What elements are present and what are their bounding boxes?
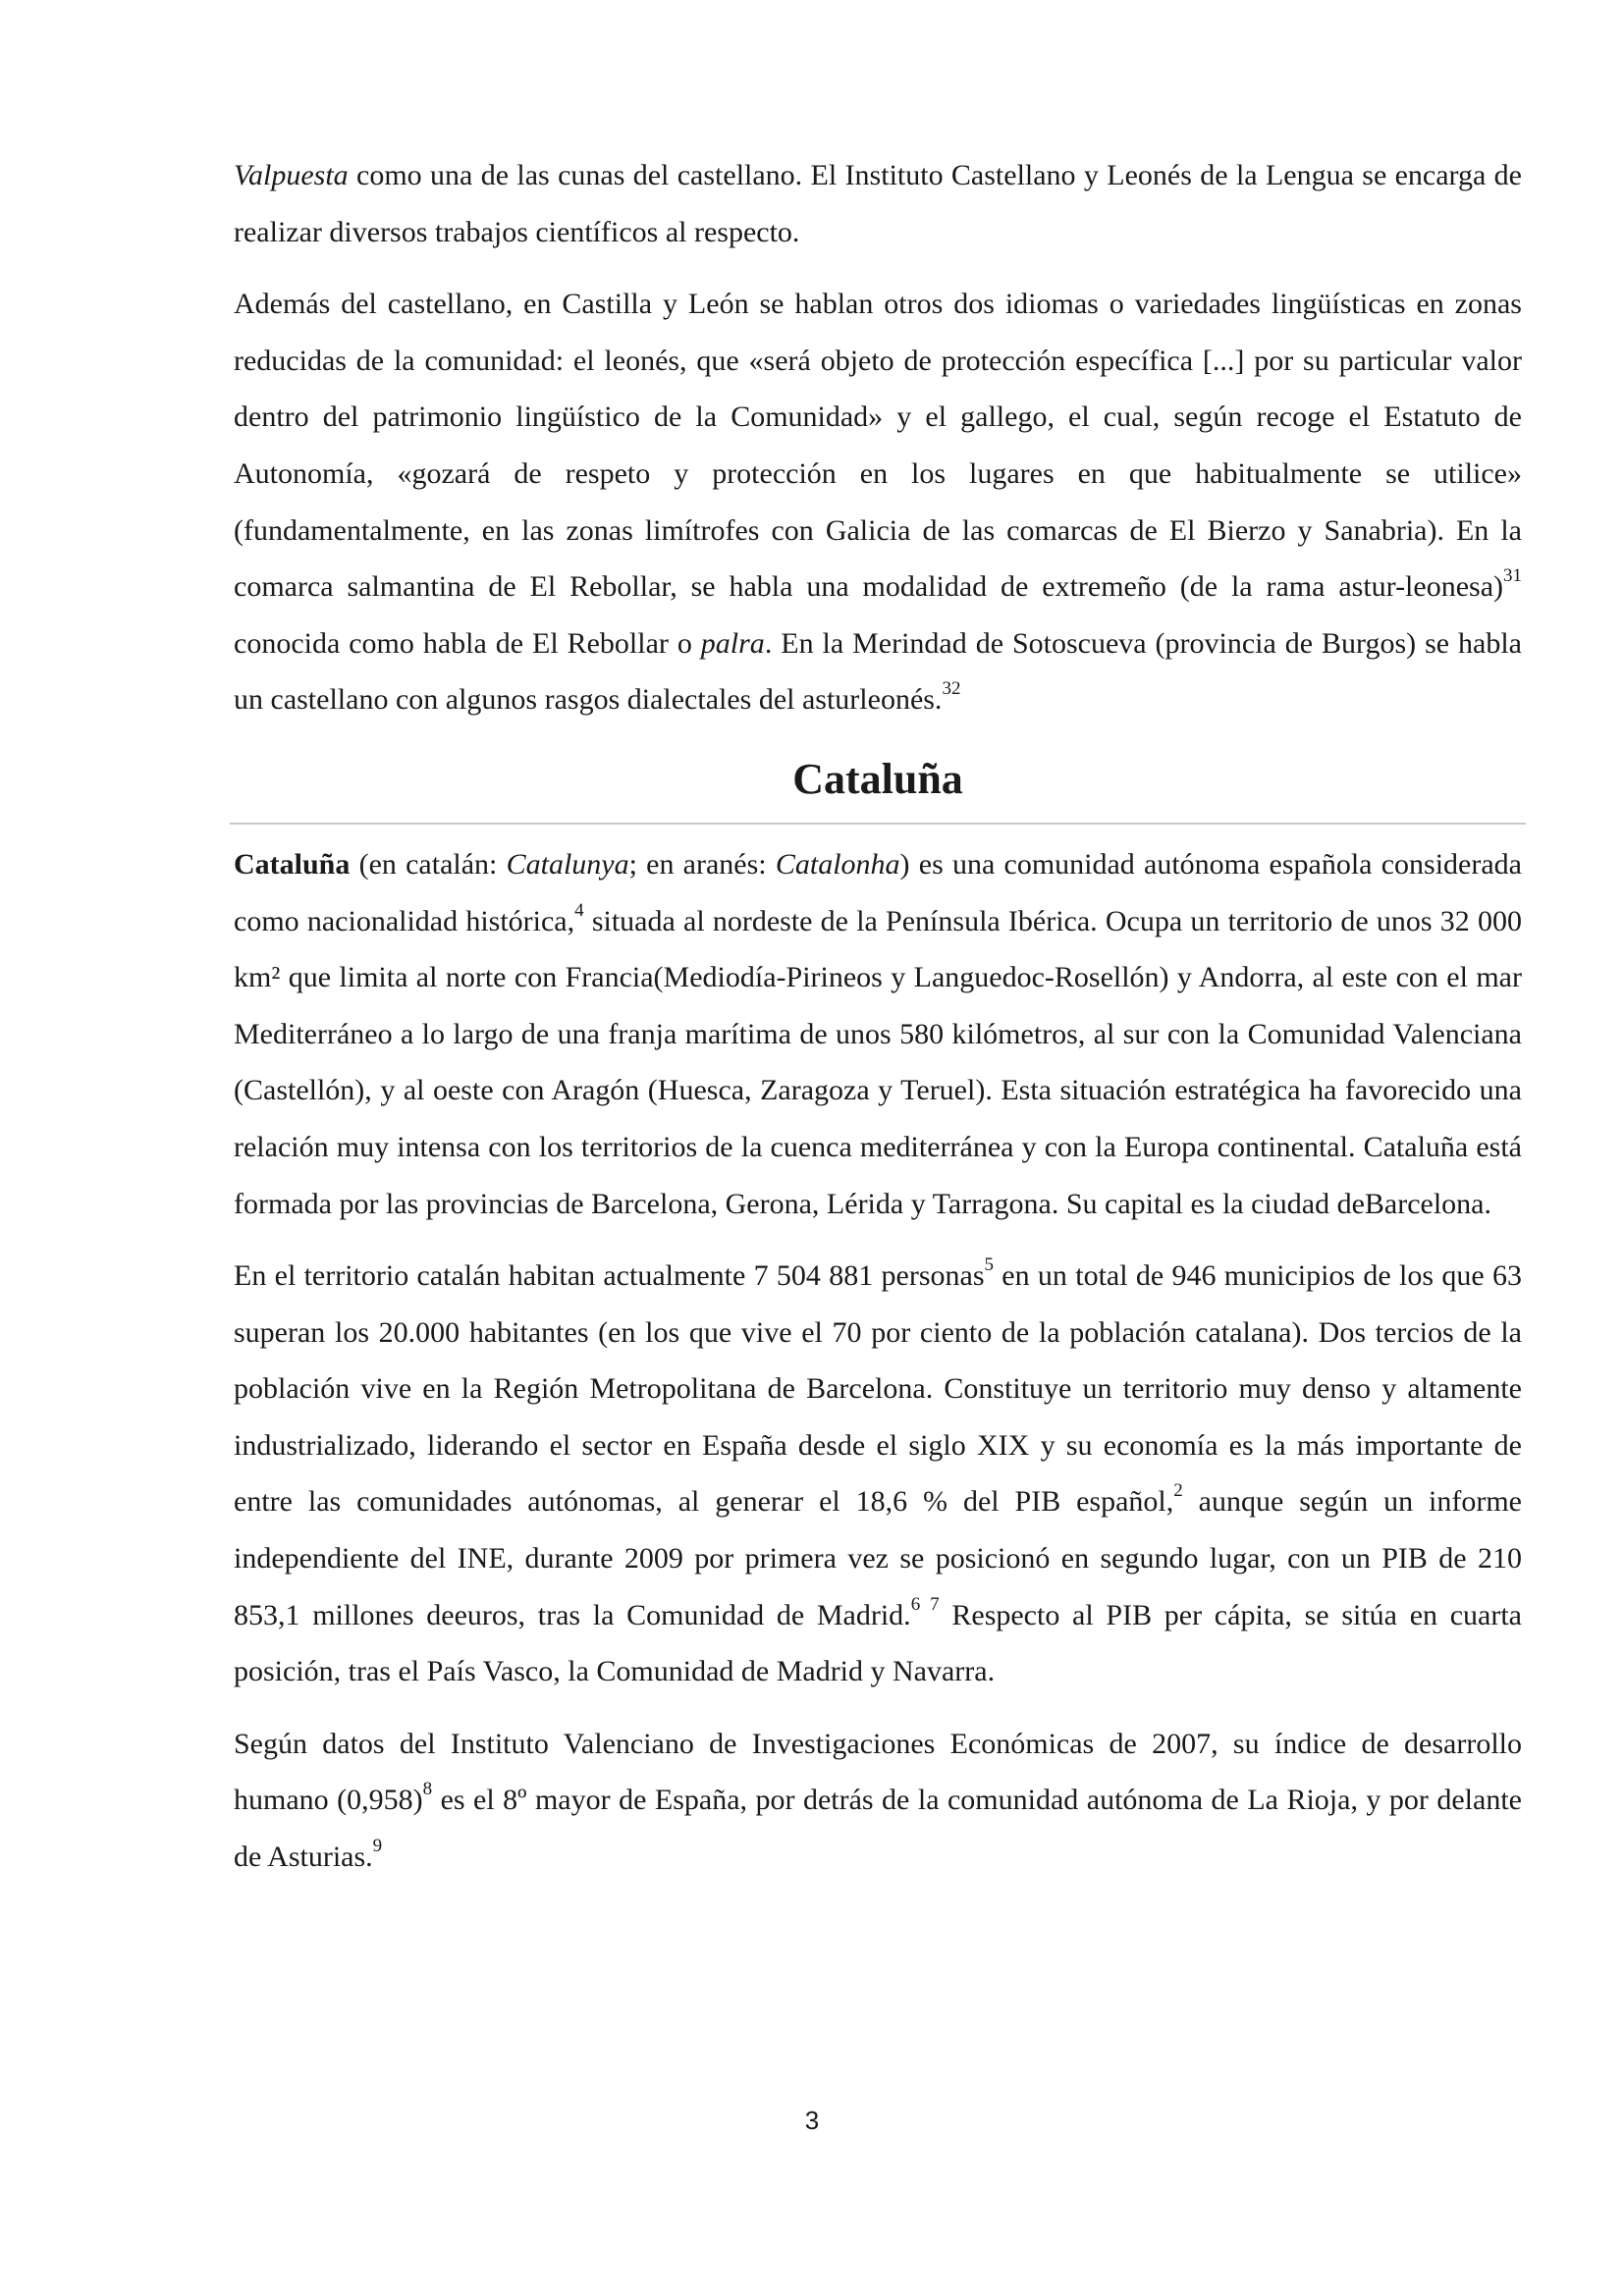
italic-term: Valpuesta [234,159,349,191]
paragraph-text: en un total de 946 municipios de los que 63 superan los 20.000 habitantes (en los que vive el 70 por ciento de la población catalana). Dos tercios de la población vive en la Región Metropolitana de Barcelona. Constituye un territorio muy denso y altamente industrializado, liderando el sector en España desde el siglo XIX y su economía es la más importante de entre las comunidades autónomas, al generar el 18,6 % del PIB español, [234,1259,1522,1519]
footnote-ref[interactable]: 32 [942,678,961,700]
paragraph-text: ) es una comunidad autónoma española considerada como nacionalidad histórica, [234,847,1522,937]
page-number: 3 [804,2106,820,2135]
paragraph-text: aunque según un informe independiente del INE, durante 2009 por primera vez se posicionó en segundo lugar, con un PIB de 210 853,1 millones deeuros, tras la Comunidad de Madrid. [234,1485,1522,1631]
paragraph-valpuesta [234,147,1522,260]
paragraph-text: conocida como habla de El Rebollar o [234,626,701,660]
paragraph-text: Respecto al PIB per cápita, se sitúa en cuarta posición, tras el País Vasco, la Comunidad de Madrid y Navarra. [234,1598,1523,1688]
footnote-ref[interactable]: 31 [1503,565,1522,587]
bold-term: Cataluña [234,847,351,881]
paragraph-population [234,1248,1522,1700]
footnote-ref[interactable]: 2 [1173,1480,1183,1502]
paragraph-text: es el 8º mayor de España, por detrás de la comunidad autónoma de La Rioja, y por delante de Asturias. [234,1784,1522,1874]
footnote-ref[interactable]: 8 [422,1779,433,1800]
paragraph-text: En el territorio catalán habitan actualmente 7 504 881 personas [234,1259,985,1293]
footnote-ref[interactable]: 6 7 [910,1593,940,1615]
paragraph-text: (en catalán: [350,847,507,881]
italic-term: Catalonha [775,847,900,881]
footnote-ref[interactable]: 5 [984,1255,994,1276]
section-heading: Cataluña [792,754,963,803]
footnote-ref[interactable]: 9 [372,1836,383,1857]
footnote-ref[interactable]: 4 [574,899,584,921]
page-body [234,147,1522,1886]
paragraph-hdi [234,1716,1522,1886]
italic-term: palra [700,626,765,660]
paragraph-text: situada al nordeste de la Península Ibérica. Ocupa un territorio de unos 32 000 km² que limita al norte con Francia(Mediodía-Pirineos y Languedoc-Rosellón) y Andorra, al este con el mar Mediterráneo a lo largo de una franja marítima de unos 580 kilómetros, al sur con la Comunidad Valenciana (Castellón), y al oeste con Aragón (Huesca, Zaragoza y Teruel). Esta situación estratégica ha favorecido una relación muy intensa con los territorios de la cuenca mediterránea y con la Europa continental. Cataluña está formada por las provincias de Barcelona, Gerona, Lérida y Tarragona. Su capital es la ciudad deBarcelona. [234,904,1522,1220]
paragraph-text: Según datos del Instituto Valenciano de Investigaciones Económicas de 2007, su índice de desarrollo humano (0,958) [234,1727,1522,1817]
paragraph-text: como una de las cunas del castellano. El Instituto Castellano y Leonés de la Lengua se encarga de realizar diversos trabajos científicos al respecto. [234,159,1522,248]
paragraph-text: . En la Merindad de Sotoscueva (provincia de Burgos) se habla un castellano con algunos rasgos dialectales del asturleonés. [234,626,1522,717]
heading-divider [230,823,1526,825]
paragraph-text: ; en aranés: [628,847,776,881]
italic-term: Catalunya [506,847,629,881]
paragraph-text: Además del castellano, en Castilla y León se hablan otros dos idiomas o variedades lingüísticas en zonas reducidas de la comunidad: el leonés, que «será objeto de protección específica [...] por su particular valor dentro del patrimonio lingüístico de la Comunidad» y el gallego, el cual, según recoge el Estatuto de Autonomía, «gozará de respeto y protección en los lugares en que habitualmente se utilice» (fundamentalmente, en las zonas limítrofes con Galicia de las comarcas de El Bierzo y Sanabria). En la comarca salmantina de El Rebollar, se habla una modalidad de extremeño (de la rama astur-leonesa) [234,288,1522,604]
paragraph-cataluna-intro [234,836,1522,1232]
paragraph-languages [234,276,1522,728]
